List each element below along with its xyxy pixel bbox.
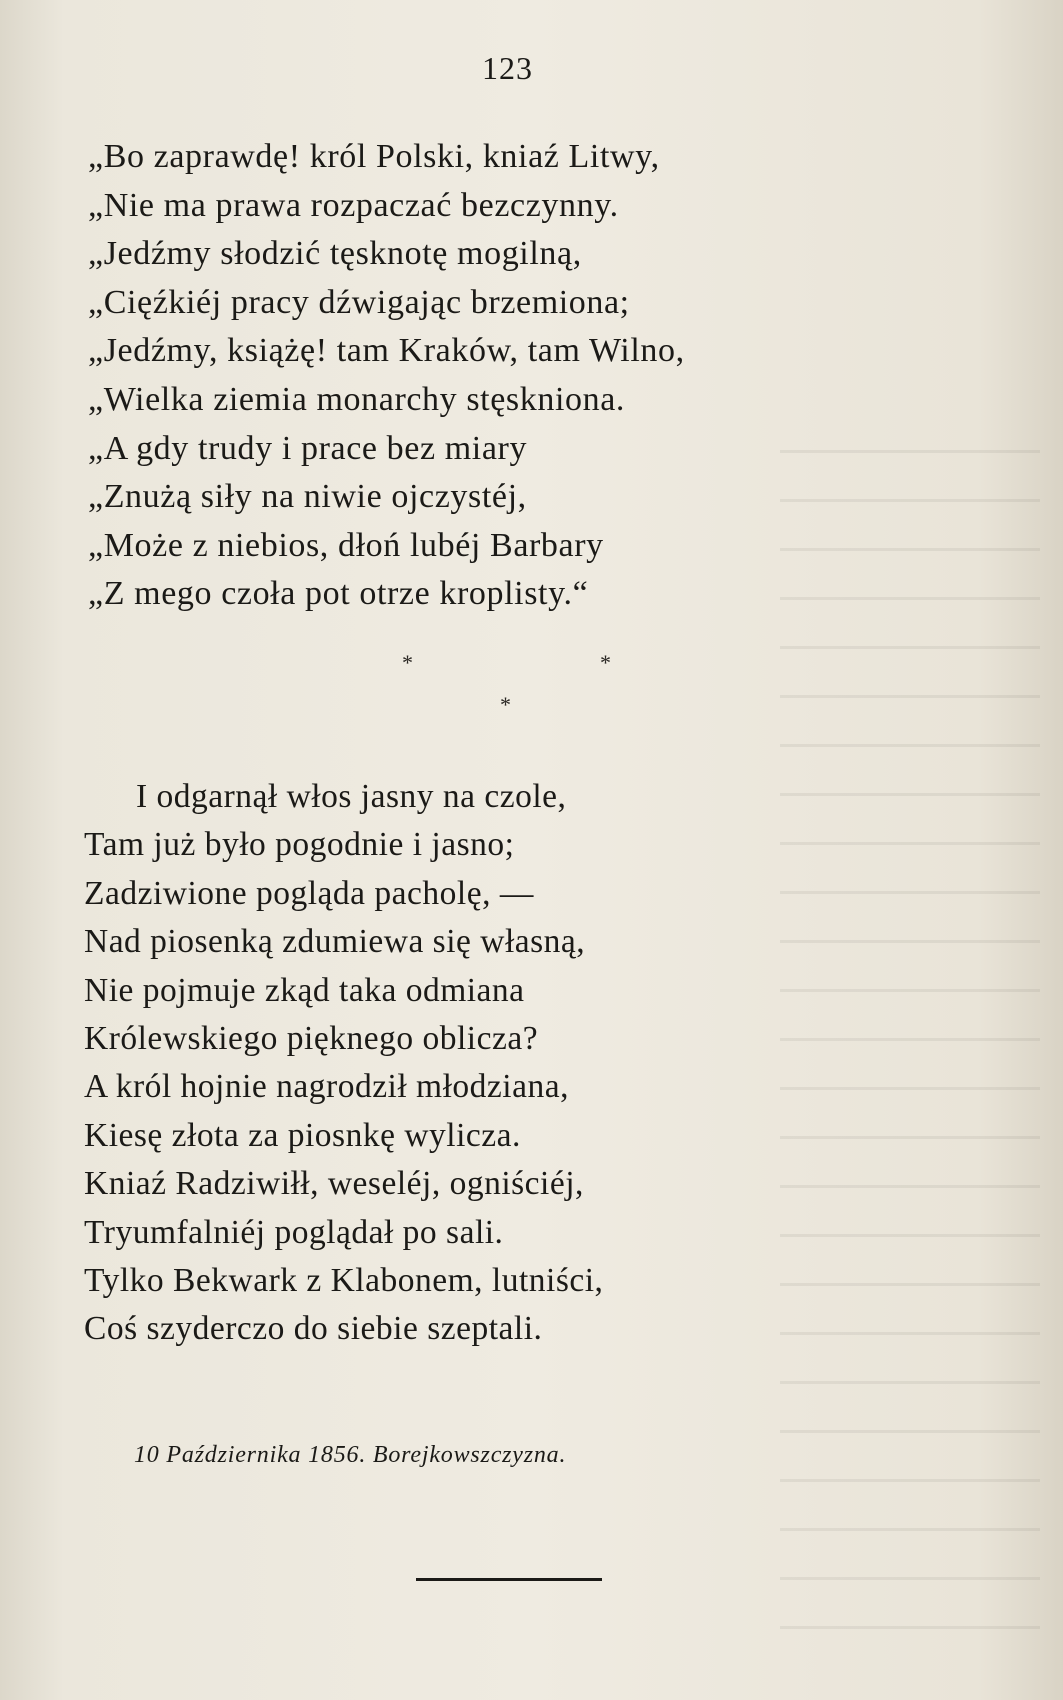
verse-line: Nie pojmuje zkąd taka odmiana [84,971,525,1009]
verse-line: „Z mego czoła pot otrze kroplisty.“ [88,575,589,613]
verse-line: Coś szyderczo do siebie szeptali. [84,1310,543,1348]
verse-line: Zadziwione pogląda pacholę, — [84,874,534,912]
verse-line: „Jedźmy słodzić tęsknotę mogilną, [88,235,582,273]
verse-line: „Znużą siły na niwie ojczystéj, [88,478,527,516]
verse-line: Kniaź Radziwiłł, weseléj, ogniściéj, [84,1165,584,1203]
asterism-star: * [600,650,611,675]
end-rule-divider [416,1578,602,1581]
verse-line: „Cięźkiéj pracy dźwigając brzemiona; [88,283,630,321]
verse-line: I odgarnął włos jasny na czole, [136,778,567,815]
verse-line: Królewskiego pięknego oblicza? [84,1020,539,1058]
verse-line: „Jedźmy, książę! tam Kraków, tam Wilno, [88,332,685,370]
verse-line: „Nie ma prawa rozpaczać bezczynny. [88,186,619,224]
verse-line: „A gdy trudy i prace bez miary [88,429,528,467]
stanza-quoted-speech [88,133,685,619]
verse-line: „Może z niebios, dłoń lubéj Barbary [88,526,604,564]
verse-line: Tam już było pogodnie i jasno; [84,826,515,864]
show-through-text [780,420,1040,1670]
verse-line: Nad piosenką zdumiewa się własną, [84,923,586,961]
asterism-star: * [500,692,511,717]
verse-line: A król hojnie nagrodził młodziana, [84,1068,569,1106]
verse-line: Tylko Bekwark z Klabonem, lutniści, [84,1262,604,1300]
verse-line: Kiesę złota za piosnkę wylicza. [84,1116,521,1154]
verse-line: „Wielka ziemia monarchy stęskniona. [88,380,625,418]
asterism-star: * [402,650,413,675]
dateline: 10 Października 1856. Borejkowszczyzna. [134,1442,567,1468]
page-number: 123 [482,50,533,86]
verse-line: „Bo zaprawdę! król Polski, kniaź Litwy, [88,138,660,175]
stanza-narration [84,773,603,1354]
verse-line: Tryumfalniéj poglądał po sali. [84,1213,504,1251]
